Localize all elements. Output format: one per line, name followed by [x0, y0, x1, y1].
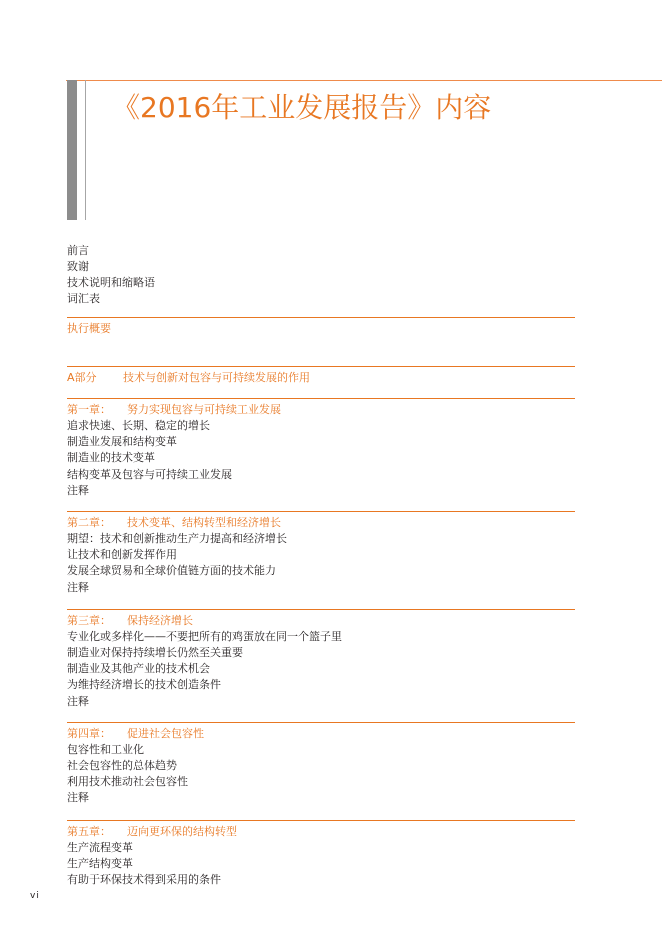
table-of-contents [67, 243, 575, 888]
chapter-number: 第一章： [67, 403, 111, 416]
section-divider [67, 609, 575, 610]
header-thin-line [85, 80, 86, 220]
chapter-item[interactable]: 社会包容性的总体趋势 [67, 759, 177, 773]
section-divider [67, 317, 575, 318]
chapter-item[interactable]: 制造业及其他产业的技术机会 [67, 662, 210, 676]
chapter-number: 第二章： [67, 516, 111, 530]
chapter-item[interactable]: 期望：技术和创新推动生产力提高和经济增长 [67, 532, 287, 546]
part-a-label: A部分 [67, 371, 97, 384]
part-a-heading[interactable] [67, 370, 575, 386]
chapter-heading[interactable] [67, 402, 575, 418]
header-grey-bar [67, 80, 77, 220]
header-rule [66, 80, 662, 81]
front-matter [67, 243, 575, 307]
chapter-item[interactable]: 制造业的技术变革 [67, 451, 155, 465]
chapter-title: 迈向更环保的结构转型 [127, 824, 237, 838]
section-divider [67, 398, 575, 399]
chapter-4 [67, 726, 575, 807]
page-title: 《2016年工业发展报告》内容 [112, 91, 492, 124]
chapter-title: 保持经济增长 [127, 613, 193, 627]
front-matter-item[interactable]: 致谢 [67, 260, 89, 273]
chapter-item[interactable]: 追求快速、长期、稳定的增长 [67, 419, 210, 432]
chapter-item[interactable]: 注释 [67, 483, 89, 497]
chapter-3 [67, 613, 575, 710]
chapter-number: 第四章： [67, 726, 111, 740]
front-matter-item[interactable]: 技术说明和缩略语 [67, 276, 155, 289]
chapter-2 [67, 515, 575, 596]
chapter-heading[interactable] [67, 726, 575, 742]
chapter-item[interactable]: 为维持经济增长的技术创造条件 [67, 678, 221, 692]
chapter-item[interactable]: 注释 [67, 694, 89, 708]
executive-summary-link[interactable]: 执行概要 [67, 322, 111, 335]
section-divider [67, 722, 575, 723]
chapter-item[interactable]: 制造业对保持持续增长仍然至关重要 [67, 646, 243, 660]
chapter-title: 努力实现包容与可持续工业发展 [127, 403, 281, 416]
chapter-item[interactable]: 生产结构变革 [67, 856, 133, 870]
section-divider [67, 366, 575, 367]
chapter-number: 第三章： [67, 613, 111, 627]
chapter-heading[interactable] [67, 613, 575, 629]
front-matter-item[interactable]: 词汇表 [67, 292, 100, 305]
part-a-title: 技术与创新对包容与可持续发展的作用 [123, 371, 310, 384]
page-number: vi [30, 891, 40, 901]
chapter-1 [67, 402, 575, 499]
chapter-number: 第五章： [67, 824, 111, 838]
chapter-item[interactable]: 生产流程变革 [67, 840, 133, 854]
chapter-item[interactable]: 专业化或多样化——不要把所有的鸡蛋放在同一个篮子里 [67, 629, 342, 643]
chapter-item[interactable]: 制造业发展和结构变革 [67, 435, 177, 449]
chapter-item[interactable]: 包容性和工业化 [67, 742, 144, 756]
chapter-title: 促进社会包容性 [127, 726, 204, 740]
chapter-item[interactable]: 利用技术推动社会包容性 [67, 775, 188, 789]
chapter-heading[interactable] [67, 824, 575, 840]
chapter-item[interactable]: 注释 [67, 791, 89, 805]
chapter-item[interactable]: 结构变革及包容与可持续工业发展 [67, 467, 232, 481]
chapter-item[interactable]: 发展全球贸易和全球价值链方面的技术能力 [67, 564, 276, 578]
chapter-heading[interactable] [67, 515, 575, 531]
section-divider [67, 820, 575, 821]
chapter-item[interactable]: 注释 [67, 580, 89, 594]
chapter-item[interactable]: 有助于环保技术得到采用的条件 [67, 873, 221, 887]
chapter-5 [67, 824, 575, 889]
front-matter-item[interactable]: 前言 [67, 244, 89, 257]
section-divider [67, 511, 575, 512]
chapter-item[interactable]: 让技术和创新发挥作用 [67, 548, 177, 562]
chapter-title: 技术变革、结构转型和经济增长 [127, 516, 281, 530]
